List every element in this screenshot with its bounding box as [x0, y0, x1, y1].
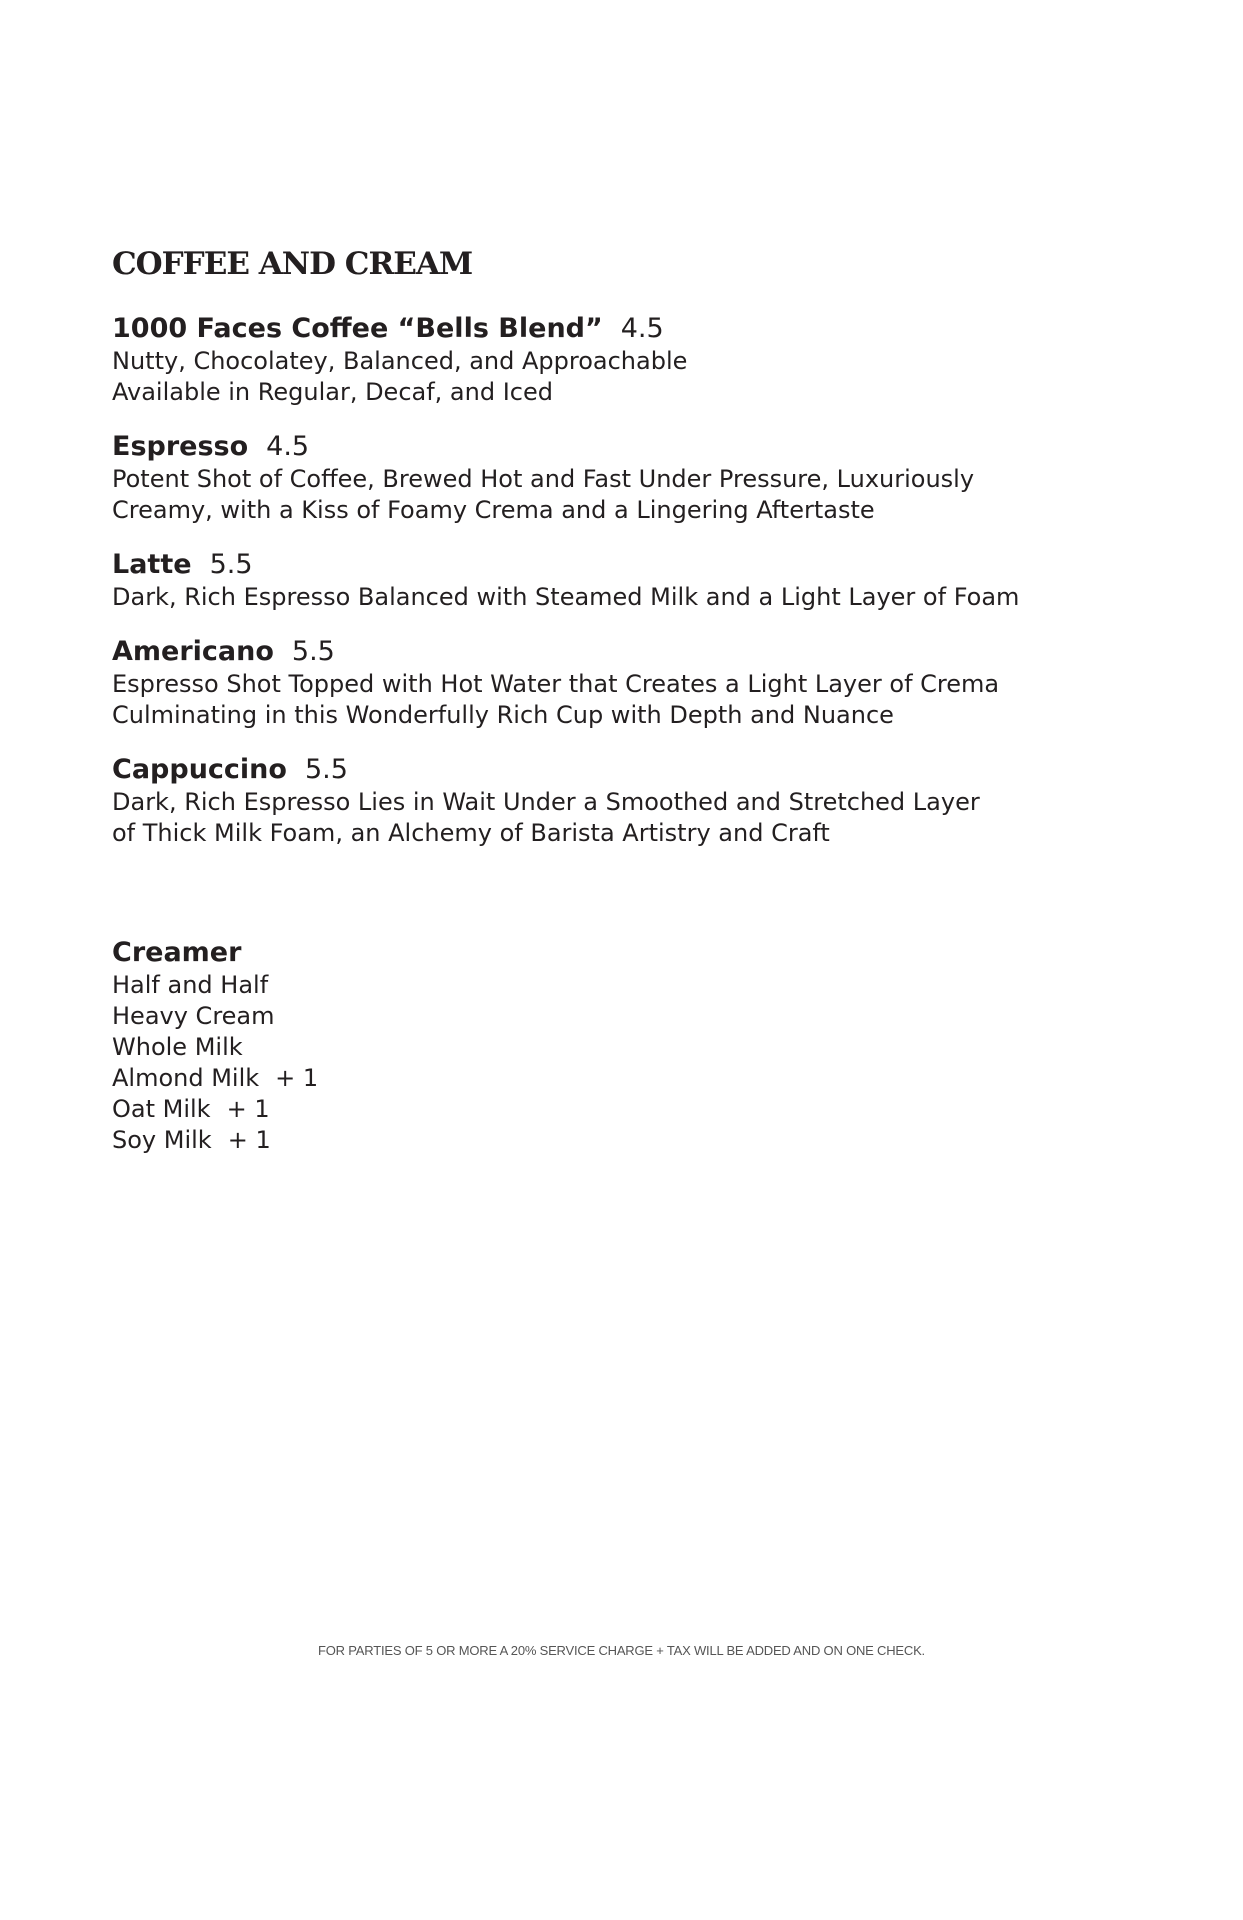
- menu-item-price: 5.5: [291, 636, 335, 667]
- menu-item-price: 4.5: [266, 431, 310, 462]
- menu-item-header: [112, 312, 1132, 346]
- creamer-option-name: Oat Milk: [112, 1095, 211, 1123]
- menu-item: [112, 312, 1132, 408]
- menu-item: [112, 548, 1132, 613]
- menu-items: [112, 312, 1132, 871]
- service-charge-note: FOR PARTIES OF 5 OR MORE A 20% SERVICE CHARGE + TAX WILL BE ADDED AND ON ONE CHECK.: [318, 1643, 925, 1658]
- creamer-section: [112, 936, 318, 1156]
- creamer-option-name: Whole Milk: [112, 1033, 243, 1061]
- creamer-heading: Creamer: [112, 937, 242, 968]
- creamer-option: [112, 1001, 318, 1032]
- creamer-option: [112, 1125, 318, 1156]
- menu-item-description: Espresso Shot Topped with Hot Water that Creates a Light Layer of Crema: [112, 670, 1000, 698]
- creamer-option: [112, 1094, 318, 1125]
- menu-item-price: 5.5: [304, 754, 348, 785]
- menu-item-name: Espresso: [112, 431, 249, 462]
- menu-item: [112, 635, 1132, 731]
- menu-item-price: 4.5: [620, 313, 664, 344]
- creamer-list: [112, 970, 318, 1156]
- creamer-option: [112, 1032, 318, 1063]
- menu-item-name: Latte: [112, 549, 192, 580]
- menu-item-description: Culminating in this Wonderfully Rich Cup with Depth and Nuance: [112, 701, 894, 729]
- menu-item-name: Cappuccino: [112, 754, 287, 785]
- creamer-option: [112, 970, 318, 1001]
- menu-item-header: [112, 753, 1132, 787]
- menu-item-description: Available in Regular, Decaf, and Iced: [112, 378, 553, 406]
- menu-item-price: 5.5: [209, 549, 253, 580]
- menu-item-name: Americano: [112, 636, 274, 667]
- creamer-option-upcharge: + 1: [227, 1126, 271, 1154]
- menu-item-description: of Thick Milk Foam, an Alchemy of Barista Artistry and Craft: [112, 819, 830, 847]
- menu-item-name: 1000 Faces Coffee “Bells Blend”: [112, 313, 603, 344]
- menu-item-header: [112, 548, 1132, 582]
- creamer-option-upcharge: + 1: [226, 1095, 270, 1123]
- creamer-option-name: Soy Milk: [112, 1126, 212, 1154]
- creamer-option-name: Heavy Cream: [112, 1002, 275, 1030]
- menu-item-description: Dark, Rich Espresso Lies in Wait Under a Smoothed and Stretched Layer: [112, 788, 980, 816]
- menu-item-description: Nutty, Chocolatey, Balanced, and Approachable: [112, 347, 688, 375]
- menu-title: COFFEE AND CREAM: [112, 246, 473, 282]
- menu-item-description: Creamy, with a Kiss of Foamy Crema and a Lingering Aftertaste: [112, 496, 875, 524]
- creamer-option: [112, 1063, 318, 1094]
- creamer-option-name: Half and Half: [112, 971, 269, 999]
- menu-item: [112, 430, 1132, 526]
- menu-item-description: Dark, Rich Espresso Balanced with Steamed Milk and a Light Layer of Foam: [112, 583, 1020, 611]
- menu-item-header: [112, 430, 1132, 464]
- menu-item-header: [112, 635, 1132, 669]
- creamer-option-name: Almond Milk: [112, 1064, 260, 1092]
- creamer-option-upcharge: + 1: [275, 1064, 319, 1092]
- menu-item: [112, 753, 1132, 849]
- menu-item-description: Potent Shot of Coffee, Brewed Hot and Fast Under Pressure, Luxuriously: [112, 465, 975, 493]
